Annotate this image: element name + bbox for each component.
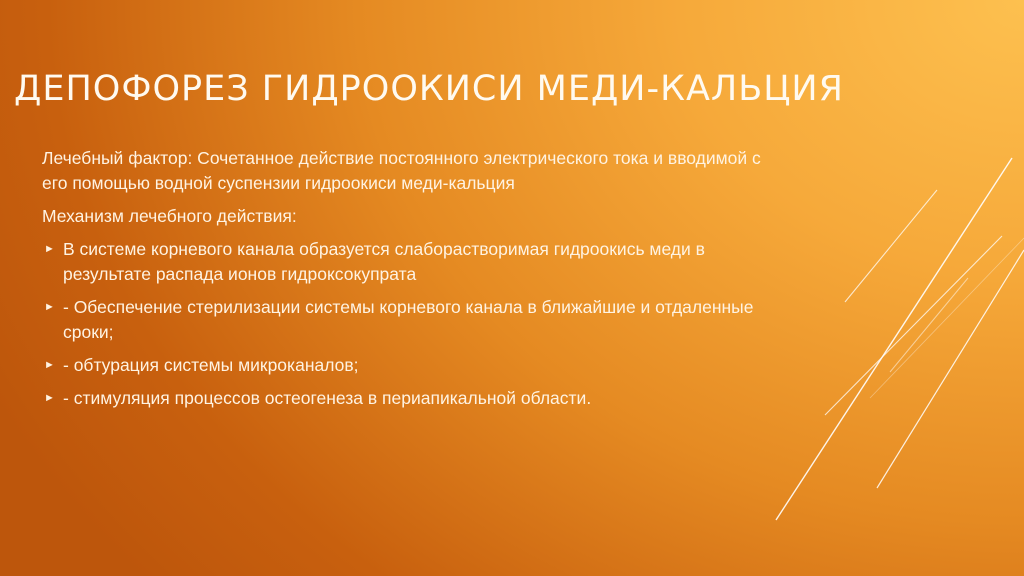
list-item <box>42 353 782 378</box>
list-item-text: В системе корневого канала образуется слаборастворимая гидроокись меди в результате распада ионов гидроксокупрата <box>63 239 705 284</box>
decor-line <box>825 236 1002 415</box>
mechanism-heading: Механизм лечебного действия: <box>42 206 297 226</box>
slide-body <box>42 146 782 419</box>
triangle-bullet-icon: ► <box>44 359 55 371</box>
treatment-factor-text: Лечебный фактор: Сочетанное действие постоянного электрического тока и вводимой с его помощью водной суспензии гидроокиси меди-кальция <box>42 148 761 193</box>
triangle-bullet-icon: ► <box>44 392 55 404</box>
list-item <box>42 237 782 287</box>
list-item-text: - стимуляция процессов остеогенеза в периапикальной области. <box>63 388 592 408</box>
list-item <box>42 295 782 345</box>
list-item-text: - обтурация системы микроканалов; <box>63 355 359 375</box>
list-item <box>42 386 782 411</box>
decor-line <box>877 250 1024 488</box>
slide-title: ДЕПОФОРЕЗ ГИДРООКИСИ МЕДИ-КАЛЬЦИЯ <box>14 69 844 109</box>
decor-line <box>890 278 968 372</box>
mechanism-list <box>42 237 782 411</box>
triangle-bullet-icon: ► <box>44 301 55 313</box>
triangle-bullet-icon: ► <box>44 243 55 255</box>
decor-line <box>776 158 1012 520</box>
decor-line <box>845 190 937 302</box>
list-item-text: - Обеспечение стерилизации системы корневого канала в ближайшие и отдаленные сроки; <box>63 297 754 342</box>
